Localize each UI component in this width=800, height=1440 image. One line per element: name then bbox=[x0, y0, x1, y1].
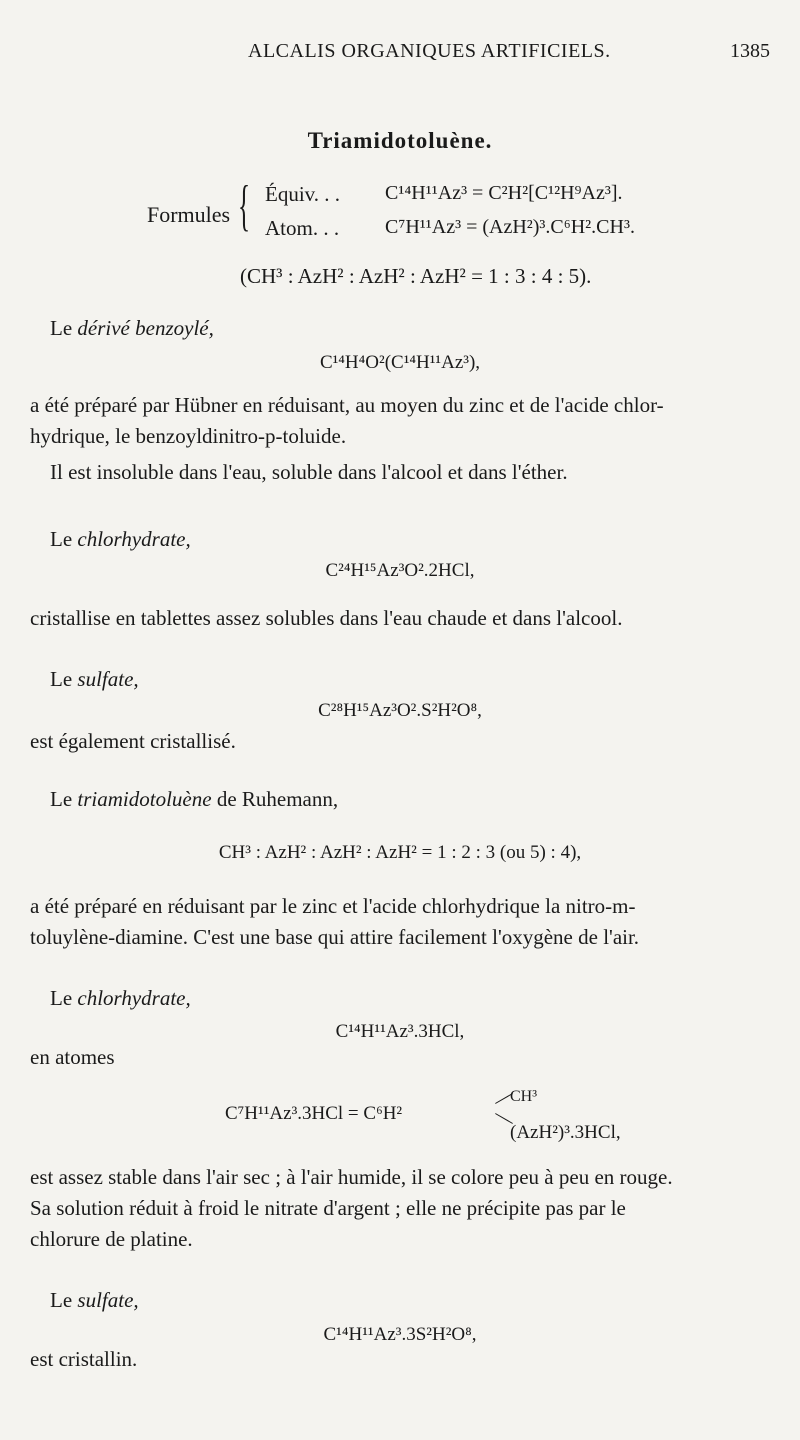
equiv-formula: C¹⁴H¹¹Az³ = C²H²[C¹²H⁹Az³]. bbox=[385, 182, 623, 204]
sulfate-heading bbox=[50, 664, 139, 695]
chlorhydrate-term: chlorhydrate, bbox=[77, 527, 191, 551]
sulfate2-heading bbox=[50, 1285, 139, 1316]
formulas-label: Formules bbox=[147, 202, 231, 227]
sulfate2-term: sulfate, bbox=[77, 1288, 139, 1312]
triamidotoluene-text-line-1: a été préparé en réduisant par le zinc et l'acide chlorhydrique la nitro-m- bbox=[30, 894, 636, 918]
chlorhydrate2-term: chlorhydrate, bbox=[77, 986, 191, 1010]
derive-text-line-3: Il est insoluble dans l'eau, soluble dans l'alcool et dans l'éther. bbox=[50, 460, 568, 484]
triamidotoluene-term: triamidotoluène bbox=[77, 787, 212, 811]
chlorhydrate2-text-line-3: chlorure de platine. bbox=[30, 1227, 193, 1251]
running-header: ALCALIS ORGANIQUES ARTIFICIELS. bbox=[248, 40, 611, 62]
sulfate2-intro: Le bbox=[50, 1288, 73, 1312]
triamidotoluene-heading bbox=[50, 784, 338, 815]
chlorhydrate2-text-line-1: est assez stable dans l'air sec ; à l'air humide, il se colore peu à peu en rouge. bbox=[30, 1165, 673, 1189]
chlorhydrate-text: cristallise en tablettes assez solubles dans l'eau chaude et dans l'alcool. bbox=[30, 606, 623, 630]
chlorhydrate-intro: Le bbox=[50, 527, 73, 551]
sulfate-intro: Le bbox=[50, 667, 73, 691]
atom-formula-branch-bottom: (AzH²)³.3HCl, bbox=[510, 1122, 621, 1143]
chlorhydrate2-heading bbox=[50, 983, 191, 1014]
derive-intro: Le bbox=[50, 316, 73, 340]
equiv-label: Équiv. . . bbox=[265, 182, 341, 206]
derive-heading bbox=[50, 313, 214, 344]
chlorhydrate-heading bbox=[50, 524, 191, 555]
sulfate2-formula: C¹⁴H¹¹Az³.3S²H²O⁸, bbox=[323, 1324, 477, 1345]
chlorhydrate-formula: C²⁴H¹⁵Az³O².2HCl, bbox=[325, 560, 475, 581]
brace-symbol: { bbox=[238, 175, 251, 237]
page-number: 1385 bbox=[730, 40, 770, 62]
sulfate-formula: C²⁸H¹⁵Az³O².S²H²O⁸, bbox=[318, 700, 482, 721]
chlorhydrate2-intro: Le bbox=[50, 986, 73, 1010]
chlorhydrate2-formula: C¹⁴H¹¹Az³.3HCl, bbox=[335, 1021, 465, 1042]
atom-label: Atom. . . bbox=[265, 216, 340, 240]
atom-formula-branch-top: CH³ bbox=[510, 1088, 538, 1105]
atom-formula: C⁷H¹¹Az³ = (AzH²)³.C⁶H².CH³. bbox=[385, 216, 635, 238]
derive-text-line-1: a été préparé par Hübner en réduisant, au moyen du zinc et de l'acide chlor- bbox=[30, 393, 664, 417]
sulfate2-text: est cristallin. bbox=[30, 1347, 138, 1371]
atom-formula-main: C⁷H¹¹Az³.3HCl = C⁶H² bbox=[225, 1103, 403, 1124]
chlorhydrate2-text-line-2: Sa solution réduit à froid le nitrate d'argent ; elle ne précipite pas par le bbox=[30, 1196, 626, 1220]
sulfate-text: est également cristallisé. bbox=[30, 729, 236, 753]
triamidotoluene-ratio: CH³ : AzH² : AzH² : AzH² = 1 : 2 : 3 (ou 5) : 4), bbox=[218, 842, 582, 863]
sulfate-term: sulfate, bbox=[77, 667, 139, 691]
triamidotoluene-after: de Ruhemann, bbox=[216, 787, 339, 811]
position-ratio: (CH³ : AzH² : AzH² : AzH² = 1 : 3 : 4 : 5). bbox=[240, 264, 592, 288]
derive-term: dérivé benzoylé, bbox=[77, 316, 214, 340]
en-atomes-text: en atomes bbox=[30, 1045, 115, 1069]
derive-text-line-2: hydrique, le benzoyldinitro-p-toluide. bbox=[30, 424, 347, 448]
triamidotoluene-intro: Le bbox=[50, 787, 73, 811]
triamidotoluene-text-line-2: toluylène-diamine. C'est une base qui attire facilement l'oxygène de l'air. bbox=[30, 925, 640, 949]
derive-formula: C¹⁴H⁴O²(C¹⁴H¹¹Az³), bbox=[319, 352, 481, 373]
section-title: Triamidotoluène. bbox=[307, 128, 493, 153]
